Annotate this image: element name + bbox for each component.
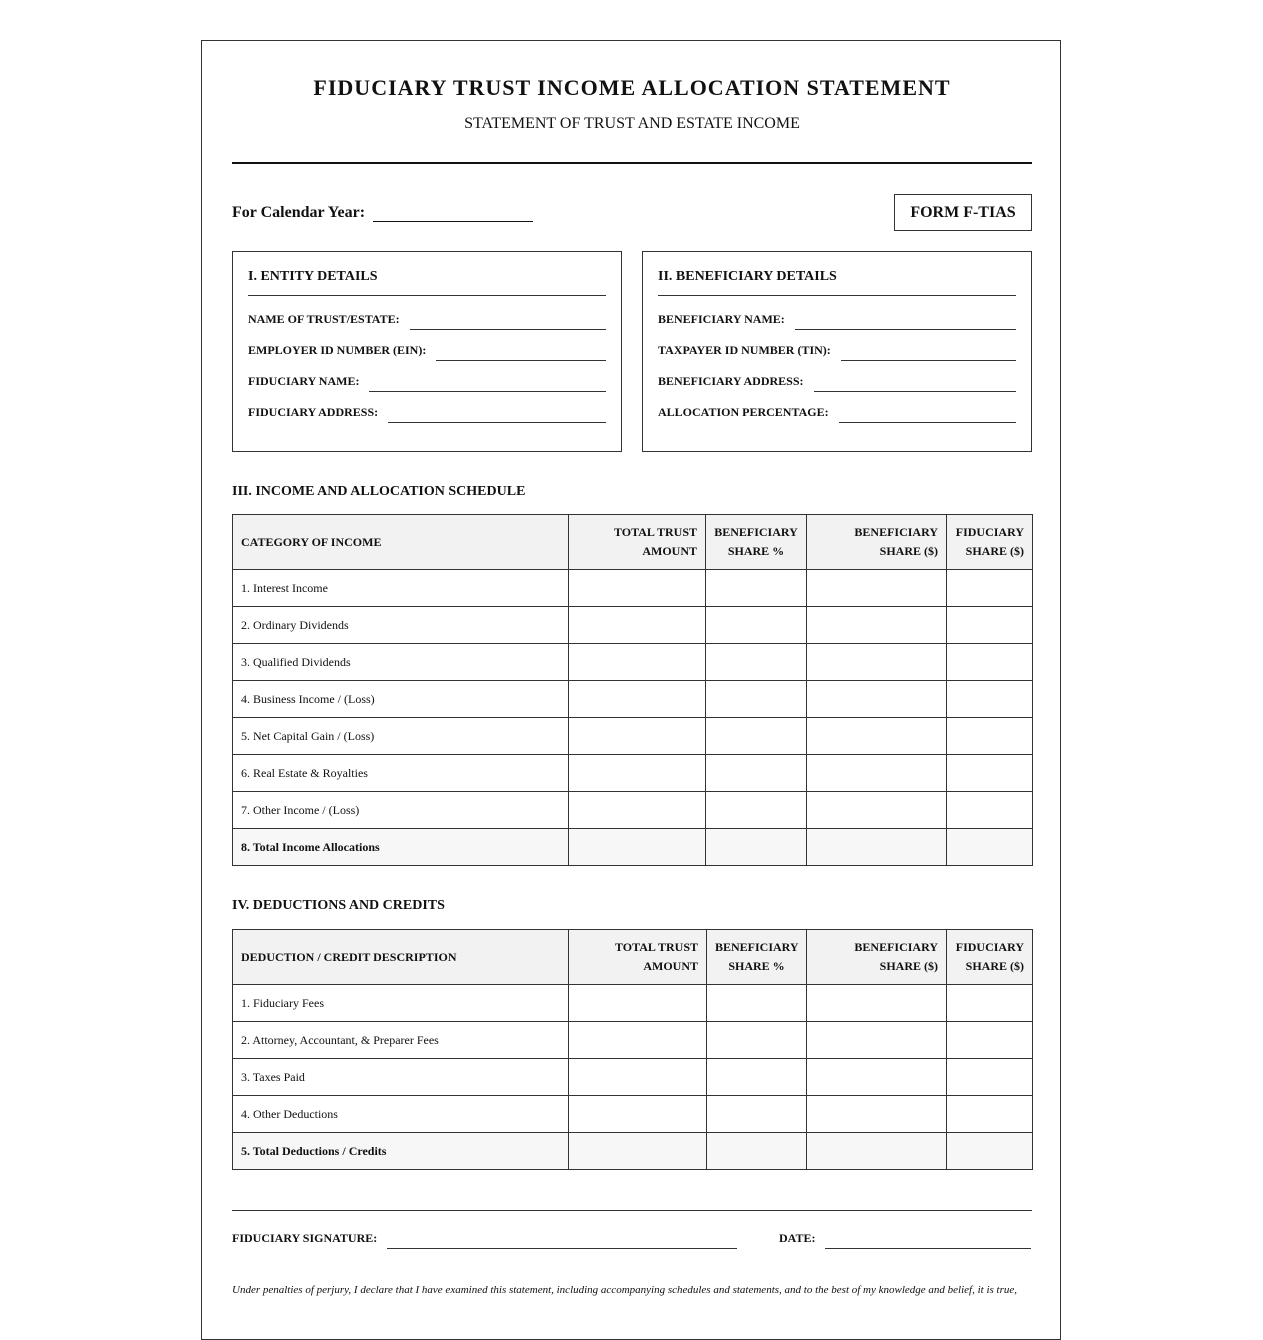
table-row	[233, 607, 1033, 644]
perjury-declaration: Under penalties of perjury, I declare that I have examined this statement, including accompanying schedules and statements, and to the best of my knowledge and belief, it is true,	[232, 1284, 1018, 1296]
share-amt-cell[interactable]	[807, 829, 947, 866]
fiduciary-cell[interactable]	[947, 792, 1033, 829]
entity-details-box	[232, 251, 622, 452]
deductions-header-row	[233, 930, 1033, 985]
date-label: DATE:	[779, 1231, 816, 1245]
share-pct-cell[interactable]	[707, 1096, 807, 1133]
fiduciary-cell[interactable]	[947, 1096, 1033, 1133]
date-input[interactable]	[825, 1236, 1031, 1249]
calendar-year-field	[232, 204, 533, 222]
income-col-share-amt: BENEFICIARY SHARE ($)	[807, 515, 947, 570]
share-amt-cell[interactable]	[807, 681, 947, 718]
share-amt-cell[interactable]	[807, 1059, 947, 1096]
fiduciary-cell[interactable]	[947, 755, 1033, 792]
allocation-percentage-field	[658, 405, 1016, 420]
trust-name-field	[248, 312, 606, 327]
share-amt-cell[interactable]	[807, 1022, 947, 1059]
fiduciary-name-field	[248, 374, 606, 389]
share-pct-cell[interactable]	[706, 607, 807, 644]
total-cell[interactable]	[569, 681, 706, 718]
total-cell[interactable]	[569, 607, 706, 644]
beneficiary-name-input[interactable]	[795, 317, 1016, 330]
table-row	[233, 1096, 1033, 1133]
share-amt-cell[interactable]	[807, 755, 947, 792]
form-title: FIDUCIARY TRUST INCOME ALLOCATION STATEMENT	[313, 75, 951, 100]
deductions-col-share-pct: BENEFICIARY SHARE %	[707, 930, 807, 985]
income-table	[232, 514, 1033, 866]
total-cell[interactable]	[569, 1022, 707, 1059]
total-cell[interactable]	[569, 718, 706, 755]
share-amt-cell[interactable]	[807, 792, 947, 829]
ein-field	[248, 343, 606, 358]
row-label: 8. Total Income Allocations	[233, 829, 569, 866]
deductions-col-share-amt: BENEFICIARY SHARE ($)	[807, 930, 947, 985]
total-cell[interactable]	[569, 985, 707, 1022]
fiduciary-cell[interactable]	[947, 1059, 1033, 1096]
share-pct-cell[interactable]	[706, 792, 807, 829]
tin-label: TAXPAYER ID NUMBER (TIN):	[658, 343, 831, 357]
share-pct-cell[interactable]	[707, 1059, 807, 1096]
share-pct-cell[interactable]	[707, 1133, 807, 1170]
form-page	[201, 40, 1061, 1340]
share-amt-cell[interactable]	[807, 570, 947, 607]
income-section-title: III. INCOME AND ALLOCATION SCHEDULE	[232, 484, 526, 499]
row-label: 2. Attorney, Accountant, & Preparer Fees	[233, 1022, 569, 1059]
tin-input[interactable]	[841, 348, 1016, 361]
share-amt-cell[interactable]	[807, 607, 947, 644]
beneficiary-details-divider	[658, 295, 1016, 296]
trust-name-input[interactable]	[410, 317, 606, 330]
ein-label: EMPLOYER ID NUMBER (EIN):	[248, 343, 427, 357]
table-row	[233, 644, 1033, 681]
total-cell[interactable]	[569, 1096, 707, 1133]
share-pct-cell[interactable]	[707, 1022, 807, 1059]
row-label: 7. Other Income / (Loss)	[233, 792, 569, 829]
deductions-col-fiduciary: FIDUCIARY SHARE ($)	[947, 930, 1033, 985]
fiduciary-name-input[interactable]	[369, 379, 606, 392]
beneficiary-details-title: II. BENEFICIARY DETAILS	[658, 269, 837, 284]
income-col-fiduciary: FIDUCIARY SHARE ($)	[947, 515, 1033, 570]
row-label: 2. Ordinary Dividends	[233, 607, 569, 644]
beneficiary-address-input[interactable]	[814, 379, 1017, 392]
fiduciary-cell[interactable]	[947, 570, 1033, 607]
fiduciary-cell[interactable]	[947, 1022, 1033, 1059]
beneficiary-name-label: BENEFICIARY NAME:	[658, 312, 785, 326]
total-cell[interactable]	[569, 829, 706, 866]
share-pct-cell[interactable]	[706, 718, 807, 755]
beneficiary-address-label: BENEFICIARY ADDRESS:	[658, 374, 804, 388]
table-row	[233, 718, 1033, 755]
row-label: 4. Business Income / (Loss)	[233, 681, 569, 718]
fiduciary-signature-field	[232, 1231, 737, 1246]
fiduciary-cell[interactable]	[947, 829, 1033, 866]
table-row	[233, 792, 1033, 829]
share-pct-cell[interactable]	[706, 570, 807, 607]
title-divider	[232, 162, 1032, 164]
fiduciary-address-label: FIDUCIARY ADDRESS:	[248, 405, 379, 419]
row-label: 3. Taxes Paid	[233, 1059, 569, 1096]
fiduciary-cell[interactable]	[947, 718, 1033, 755]
table-row	[233, 1022, 1033, 1059]
deductions-col-description: DEDUCTION / CREDIT DESCRIPTION	[233, 930, 569, 985]
total-cell[interactable]	[569, 792, 706, 829]
fiduciary-signature-label: FIDUCIARY SIGNATURE:	[232, 1231, 378, 1245]
row-label: 1. Interest Income	[233, 570, 569, 607]
share-amt-cell[interactable]	[807, 644, 947, 681]
fiduciary-address-field	[248, 405, 606, 420]
beneficiary-address-field	[658, 374, 1016, 389]
share-pct-cell[interactable]	[706, 829, 807, 866]
row-label: 5. Total Deductions / Credits	[233, 1133, 569, 1170]
entity-details-title: I. ENTITY DETAILS	[248, 269, 378, 284]
table-row	[233, 1059, 1033, 1096]
row-label: 3. Qualified Dividends	[233, 644, 569, 681]
share-pct-cell[interactable]	[707, 985, 807, 1022]
allocation-percentage-label: ALLOCATION PERCENTAGE:	[658, 405, 829, 419]
ein-input[interactable]	[436, 348, 606, 361]
calendar-year-label: For Calendar Year:	[232, 204, 366, 221]
trust-name-label: NAME OF TRUST/ESTATE:	[248, 312, 400, 326]
fiduciary-cell[interactable]	[947, 681, 1033, 718]
total-row	[233, 1133, 1033, 1170]
entity-details-divider	[248, 295, 606, 296]
row-label: 5. Net Capital Gain / (Loss)	[233, 718, 569, 755]
income-col-category: CATEGORY OF INCOME	[233, 515, 569, 570]
fiduciary-signature-input[interactable]	[387, 1236, 737, 1249]
income-header-row	[233, 515, 1033, 570]
form-id-badge: FORM F-TIAS	[894, 194, 1032, 231]
share-amt-cell[interactable]	[807, 1096, 947, 1133]
beneficiary-details-box	[642, 251, 1032, 452]
deductions-table	[232, 929, 1033, 1170]
fiduciary-address-input[interactable]	[388, 410, 606, 423]
share-amt-cell[interactable]	[807, 1133, 947, 1170]
deductions-section-title: IV. DEDUCTIONS AND CREDITS	[232, 898, 445, 913]
fiduciary-cell[interactable]	[947, 644, 1033, 681]
total-cell[interactable]	[569, 570, 706, 607]
total-cell[interactable]	[569, 644, 706, 681]
signature-divider	[232, 1210, 1032, 1211]
date-field	[779, 1231, 1031, 1246]
share-pct-cell[interactable]	[706, 755, 807, 792]
share-pct-cell[interactable]	[706, 644, 807, 681]
income-col-share-pct: BENEFICIARY SHARE %	[706, 515, 807, 570]
fiduciary-name-label: FIDUCIARY NAME:	[248, 374, 360, 388]
table-row	[233, 570, 1033, 607]
row-label: 1. Fiduciary Fees	[233, 985, 569, 1022]
total-cell[interactable]	[569, 755, 706, 792]
table-row	[233, 755, 1033, 792]
table-row	[233, 681, 1033, 718]
fiduciary-cell[interactable]	[947, 607, 1033, 644]
income-col-total: TOTAL TRUST AMOUNT	[569, 515, 706, 570]
calendar-year-input[interactable]	[373, 207, 533, 222]
total-cell[interactable]	[569, 1133, 707, 1170]
deductions-col-total: TOTAL TRUST AMOUNT	[569, 930, 707, 985]
fiduciary-cell[interactable]	[947, 985, 1033, 1022]
tin-field	[658, 343, 1016, 358]
share-amt-cell[interactable]	[807, 985, 947, 1022]
form-subtitle: STATEMENT OF TRUST AND ESTATE INCOME	[464, 115, 800, 132]
fiduciary-cell[interactable]	[947, 1133, 1033, 1170]
beneficiary-name-field	[658, 312, 1016, 327]
total-row	[233, 829, 1033, 866]
table-row	[233, 985, 1033, 1022]
share-pct-cell[interactable]	[706, 681, 807, 718]
total-cell[interactable]	[569, 1059, 707, 1096]
row-label: 6. Real Estate & Royalties	[233, 755, 569, 792]
allocation-percentage-input[interactable]	[839, 410, 1016, 423]
row-label: 4. Other Deductions	[233, 1096, 569, 1133]
share-amt-cell[interactable]	[807, 718, 947, 755]
